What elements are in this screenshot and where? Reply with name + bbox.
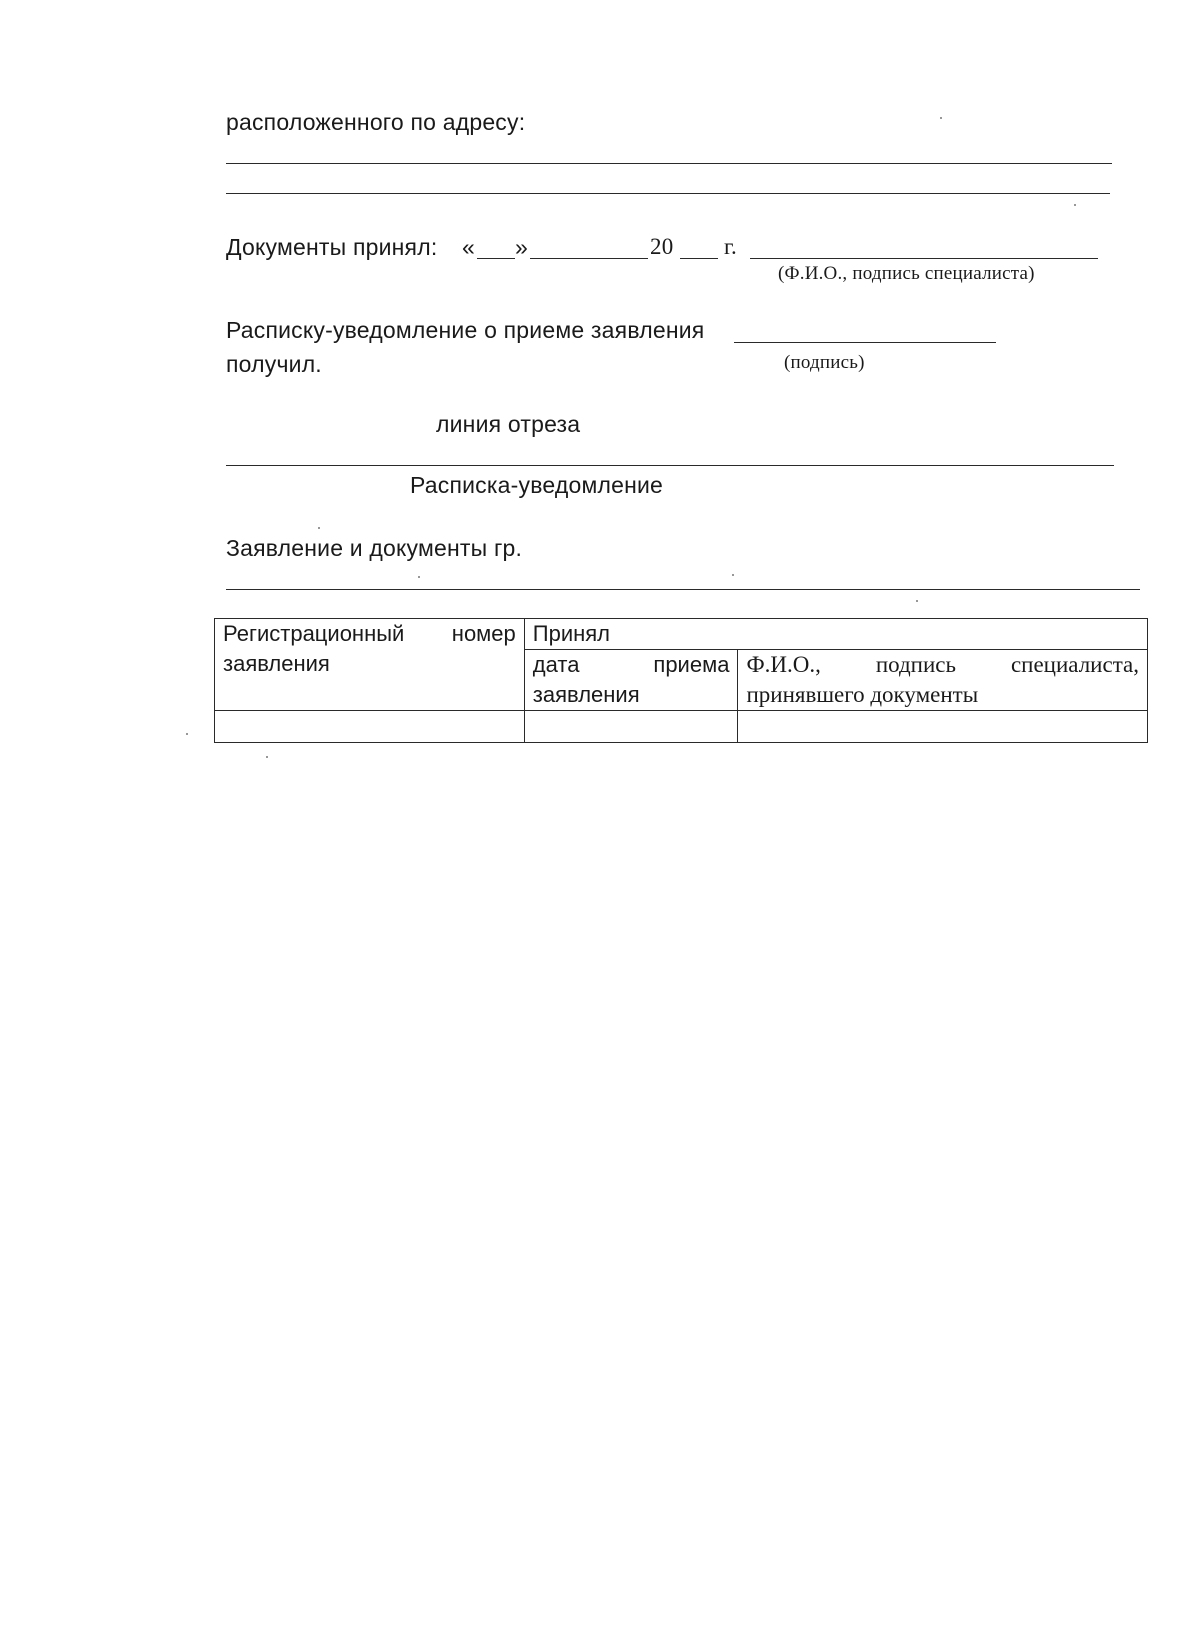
applicant-name-line xyxy=(226,589,1140,590)
date-header-word: приема xyxy=(653,652,730,677)
scan-speck xyxy=(916,600,918,602)
reg-number-cell xyxy=(215,711,525,743)
scan-speck xyxy=(186,733,188,735)
date-header xyxy=(524,650,738,711)
reg-number-header-word: Регистрационный xyxy=(223,621,405,646)
registration-table xyxy=(214,618,1148,743)
reg-number-header-word: номер xyxy=(451,621,516,646)
month-blank-line xyxy=(530,258,648,259)
fio-cell xyxy=(738,711,1148,743)
fio-header-word: подпись xyxy=(875,652,956,677)
scan-speck xyxy=(1074,204,1076,206)
specialist-signature-line xyxy=(750,258,1098,259)
receipt-title: Расписка-уведомление xyxy=(410,472,664,498)
year-prefix: 20 xyxy=(650,234,674,259)
cut-line-label: линия отреза xyxy=(436,411,581,437)
table-header-row xyxy=(215,619,1148,650)
receipt-received-line1: Расписку-уведомление о приеме заявления xyxy=(226,317,705,343)
table-row xyxy=(215,711,1148,743)
date-header-word: дата xyxy=(532,652,580,677)
reg-number-header xyxy=(215,619,525,711)
receipt-signature-caption: (подпись) xyxy=(784,352,865,373)
cut-line xyxy=(226,465,1114,466)
scan-speck xyxy=(940,117,942,119)
date-header-line2: заявления xyxy=(532,682,640,707)
documents-accepted-label: Документы принял: xyxy=(226,234,438,260)
receipt-received-line2: получил. xyxy=(226,351,322,377)
date-header-line1 xyxy=(533,650,730,680)
fio-header-word: специалиста, xyxy=(1010,652,1139,677)
receipt-signature-line xyxy=(734,342,996,343)
fio-header xyxy=(738,650,1148,711)
fio-header-line1 xyxy=(746,650,1139,680)
scan-speck xyxy=(318,527,320,529)
reg-number-header-line2: заявления xyxy=(223,651,330,676)
quote-open: « xyxy=(462,234,475,260)
fio-header-line2: принявшего документы xyxy=(746,682,979,707)
application-label: Заявление и документы гр. xyxy=(226,535,523,561)
day-blank-line xyxy=(477,258,515,259)
quote-close: » xyxy=(515,234,528,260)
fio-header-word: Ф.И.О., xyxy=(746,652,821,677)
year-suffix: г. xyxy=(724,234,737,259)
date-cell xyxy=(524,711,738,743)
scan-speck xyxy=(266,756,268,758)
scan-speck xyxy=(732,574,734,576)
address-line-1 xyxy=(226,163,1112,164)
year-blank-line xyxy=(680,258,718,259)
address-label: расположенного по адресу: xyxy=(226,109,526,135)
scan-speck xyxy=(418,576,420,578)
accepted-header: Принял xyxy=(524,619,1147,650)
address-line-2 xyxy=(226,193,1110,194)
reg-number-header-line1 xyxy=(223,619,516,649)
specialist-signature-caption: (Ф.И.О., подпись специалиста) xyxy=(778,263,1035,284)
